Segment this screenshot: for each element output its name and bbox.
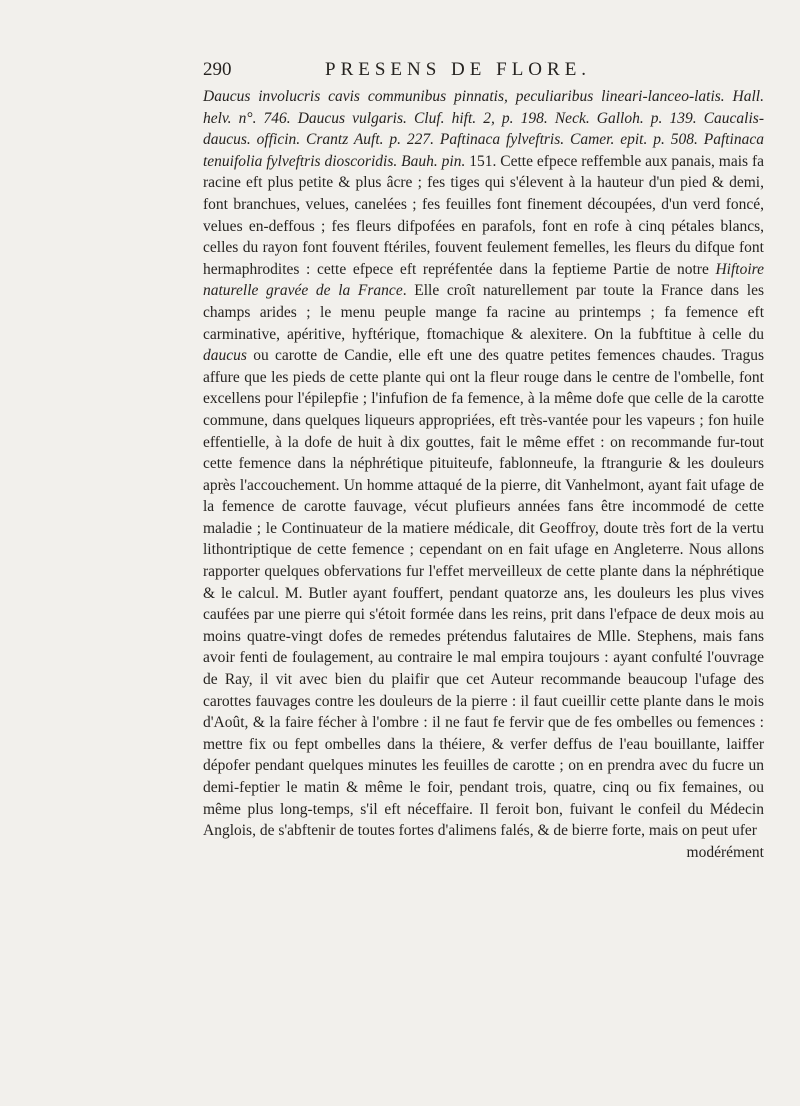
page-header (203, 58, 764, 86)
botanical-synonyms: Daucus involucris cavis communibus pinnatis, peculiaribus lineari-lanceo-latis. Hall. helv. n°. 746. Daucus vulgaris. Cluf. hift. 2, p. 198. Neck. Galloh. p. 139. Caucalis-daucus. officin. Crantz Auft. p. 227. Paftinaca fylveftris. Camer. epit. p. 508. Paftinaca tenuifolia fylveftris dioscoridis. Bauh. pin. (203, 88, 764, 170)
book-title-reference: Hiftoire naturelle gravée de la France (203, 260, 764, 300)
description-text: 151. Cette efpece reffemble aux panais, mais fa racine eft plus petite & plus âcre ; fes tiges qui s'élevent à la hauteur d'un pied & demi, font branchues, velues, canelées ; fes feuilles font finement découpées, d'un verd foncé, velues en-deffous ; fes fleurs difpofées en parafols, font en rofe à cinq pétales blancs, celles du rayon font fouvent ftériles, fouvent feulement femelles, les fleurs du difque font hermaphrodites : cette efpece eft repréfentée dans la feptieme Partie de notre (203, 152, 765, 278)
description-text-2: . Elle croît naturellement par toute la France dans les champs arides ; le menu peuple mange fa racine au printemps ; fa femence eft carminative, apéritive, hyftérique, ftomachique & alexitere. On la fubftitue à celle du (203, 282, 764, 343)
daucus-term: daucus (203, 347, 247, 365)
description-text-3: ou carotte de Candie, elle eft une des quatre petites femences chaudes. Tragus affure que les pieds de cette plante qui ont la fleur rouge dans le centre de l'ombelle, font excellens pour l'épilepfie ; l'infufion de fa femence, à la même dofe que celle de la carotte commune, dans quelques liqueurs appropriées, eft très-vantée pour les vapeurs ; fon huile effentielle, à la dofe de huit à dix gouttes, fait le même effet : on recommande fur-tout cette femence dans la néphrétique pituiteufe, fablonneufe, la ftrangurie & les douleurs après l'accouchement. Un homme attaqué de la pierre, dit Vanhelmont, ayant fait ufage de la femence de carotte fauvage, vécut plufieurs années fans être incommodé de cette maladie ; le Continuateur de la matiere médicale, dit Geoffroy, doute très fort de la vertu lithontriptique de cette femence ; cependant on en fait ufage en Angleterre. Nous allons rapporter quelques obfervations fur l'effet merveilleux de cette plante dans la néphrétique & le calcul. M. Butler ayant fouffert, pendant quatorze ans, les douleurs les plus vives caufées par une pierre qui s'étoit formée dans les reins, prit dans l'efpace de deux mois au moins quatre-vingt dofes de remedes prétendus falutaires de Mlle. Stephens, mais fans avoir fenti de foulagement, au contraire le mal empira toujours : ayant confulté l'ouvrage de Ray, il vit avec bien du plaifir que cet Auteur recommande beaucoup l'ufage des carottes fauvages contre les douleurs de la pierre : il faut cueillir cette plante dans le mois d'Août, & la faire fécher à l'ombre : il ne faut fe fervir que de fes ombelles ou femences : mettre fix ou fept ombelles dans la théiere, & verfer deffus de l'eau bouillante, laiffer dépofer pendant quelques minutes les feuilles de carotte ; on en prendra avec du fucre un demi-feptier le matin & même le foir, pendant trois, quatre, cinq ou fix femaines, ou même plus long-temps, s'il eft néceffaire. Il feroit bon, fuivant le confeil du Médecin Anglois, de s'abftenir de toutes fortes d'alimens falés, & de bierre forte, mais on peut ufer (203, 347, 764, 840)
body-text (203, 86, 764, 842)
running-head: PRESENS DE FLORE. (325, 59, 592, 80)
page-number: 290 (203, 59, 232, 80)
paragraph (203, 86, 764, 842)
catchword: modérément (686, 843, 764, 861)
